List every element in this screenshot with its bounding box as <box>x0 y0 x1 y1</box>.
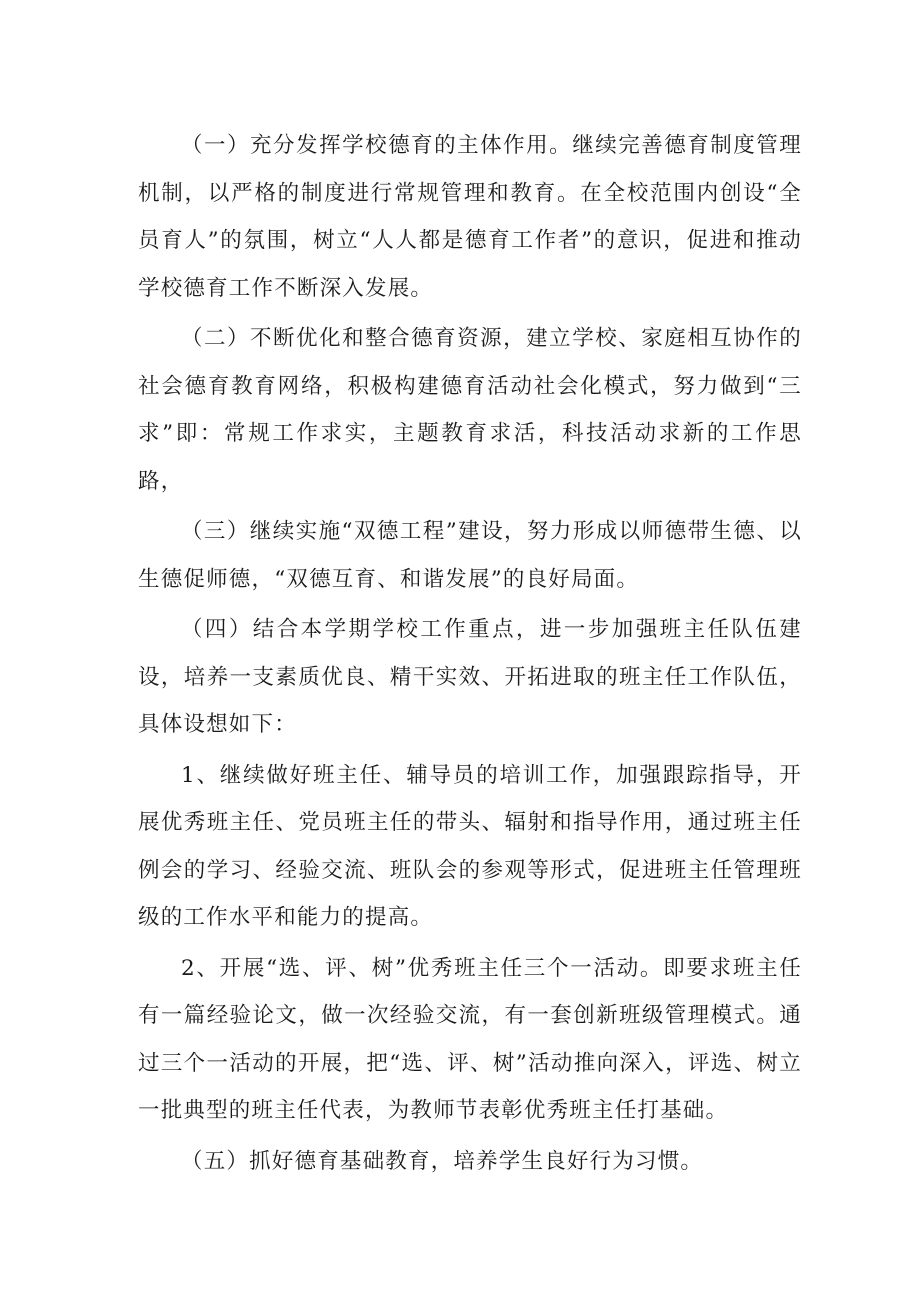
paragraph-6: 2、开展“选、评、树”优秀班主任三个一活动。即要求班主任有一篇经验论文，做一次经验交流，有一套创新班级管理模式。通过三个一活动的开展，把“选、评、树”活动推向深入，评选、树立一批典型的班主任代表，为教师节表彰优秀班主任打基础。 <box>138 955 802 1123</box>
paragraph-7: （五）抓好德育基础教育，培养学生良好行为习惯。 <box>181 1148 704 1174</box>
document-body <box>138 122 802 1188</box>
paragraph-5: 1、继续做好班主任、辅导员的培训工作，加强跟踪指导，开展优秀班主任、党员班主任的带头、辐射和指导作用，通过班主任例会的学习、经验交流、班队会的参观等形式，促进班主任管理班级的工作水平和能力的提高。 <box>138 762 802 930</box>
paragraph-4: （四）结合本学期学校工作重点，进一步加强班主任队伍建设，培养一支素质优良、精干实效、开拓进取的班主任工作队伍，具体设想如下： <box>138 617 802 737</box>
paragraph-1: （一）充分发挥学校德育的主体作用。继续完善德育制度管理机制，以严格的制度进行常规管理和教育。在全校范围内创设“全员育人”的氛围，树立“人人都是德育工作者”的意识，促进和推动学校德育工作不断深入发展。 <box>138 133 802 301</box>
paragraph-2: （二）不断优化和整合德育资源，建立学校、家庭相互协作的社会德育教育网络，积极构建德育活动社会化模式，努力做到“三求”即：常规工作求实，主题教育求活，科技活动求新的工作思路， <box>138 326 802 494</box>
paragraph-3: （三）继续实施“双德工程”建设，努力形成以师德带生德、以生德促师德，“双德互育、和谐发展”的良好局面。 <box>138 519 802 592</box>
